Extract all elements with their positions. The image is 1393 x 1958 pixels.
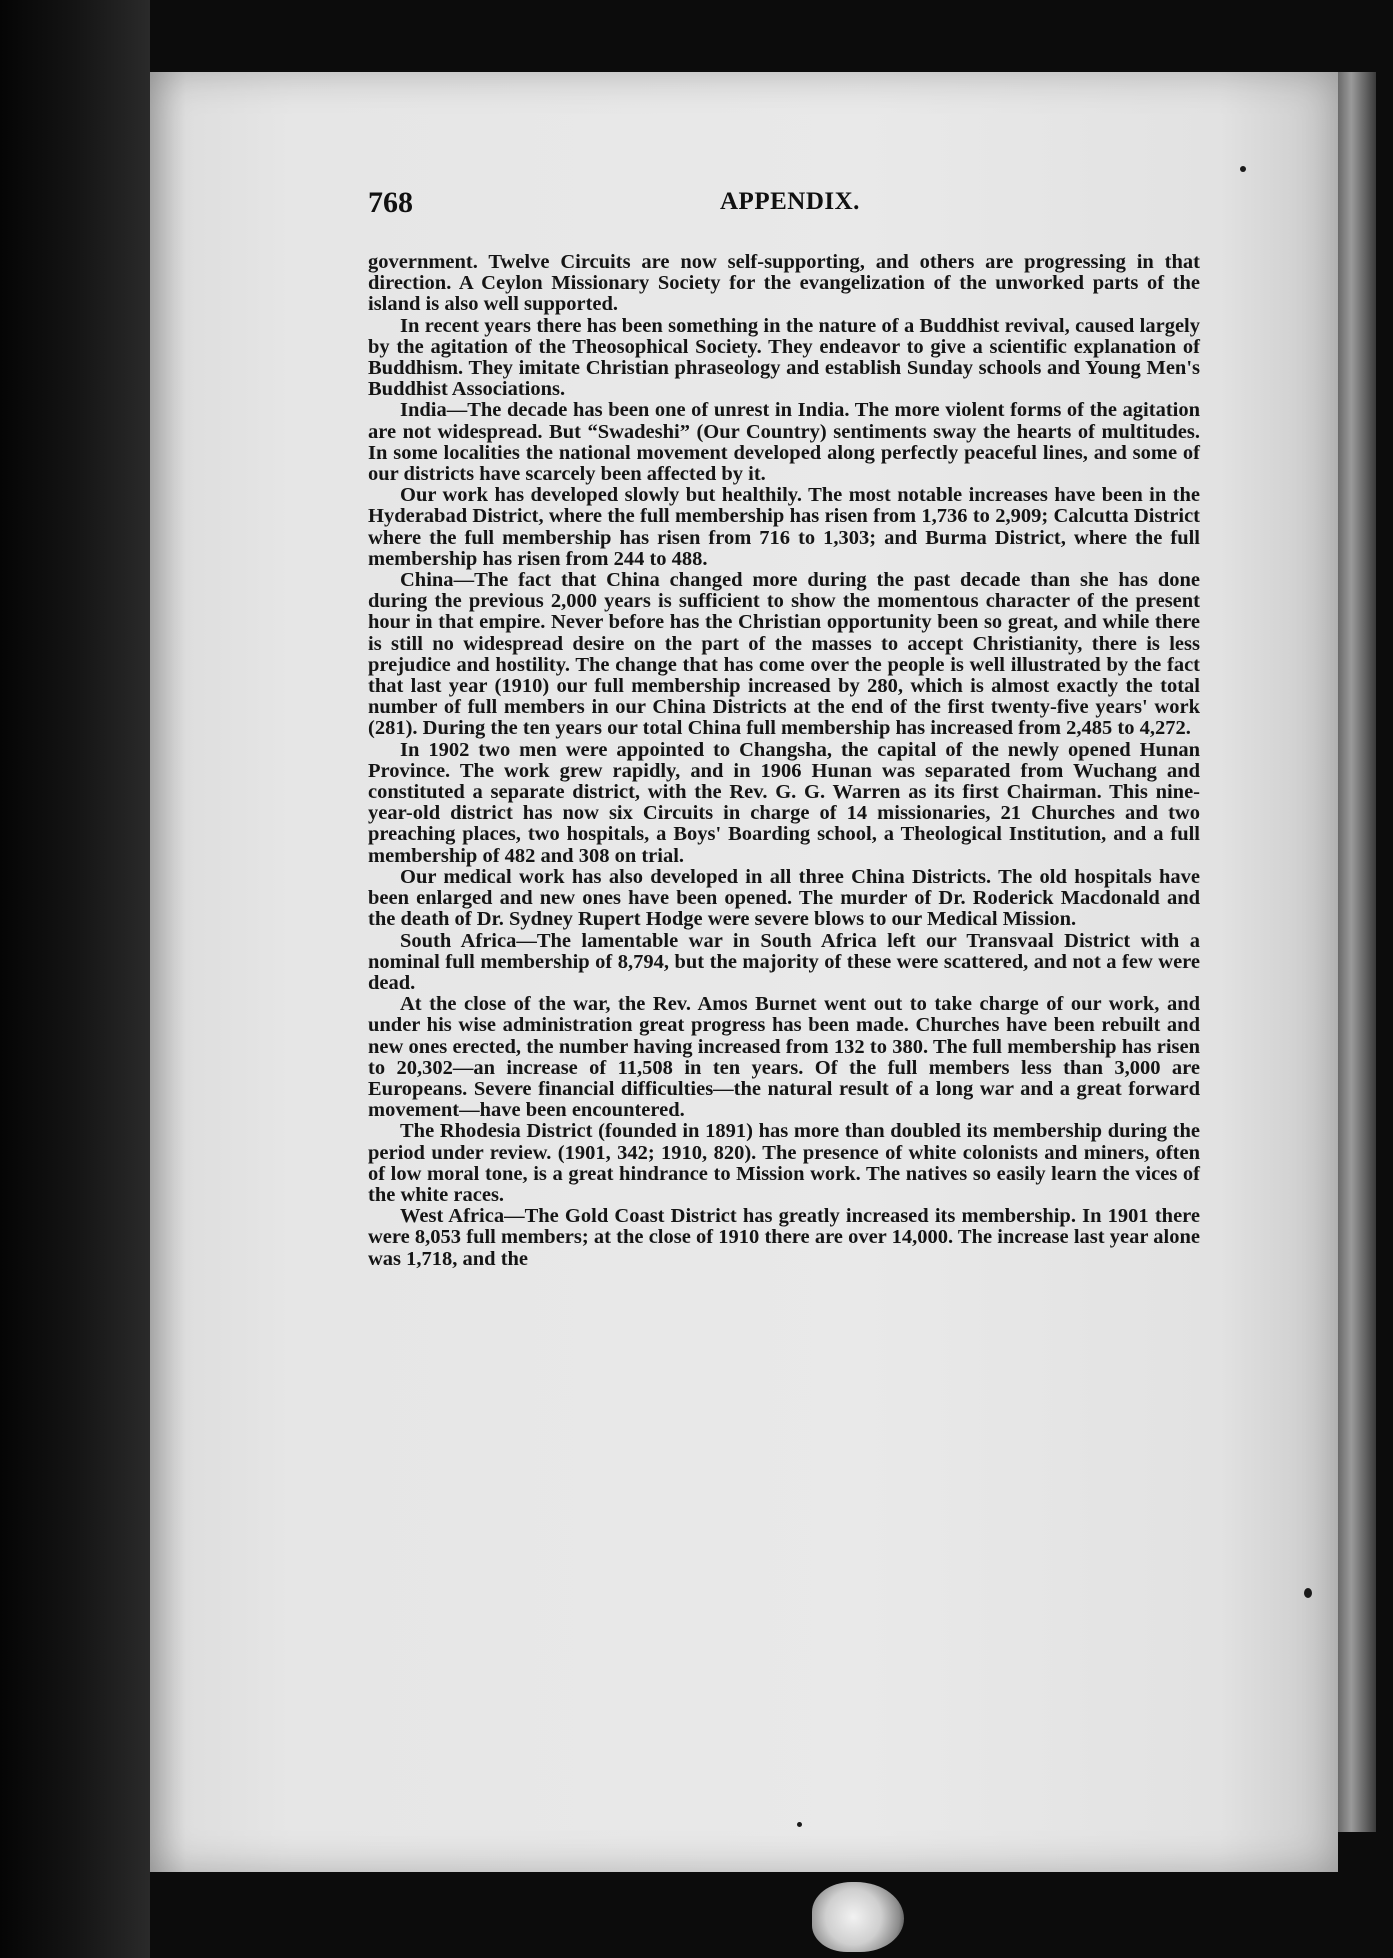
running-head: APPENDIX. — [720, 188, 860, 215]
page-number: 768 — [368, 186, 413, 219]
paragraph-text: At the close of the war, the Rev. Amos Burnet went out to take charge of our work, and under his wise administration great progress has been made. Churches have been rebuilt and new ones erected, the number having increased from 132 to 380. The full membership has risen to 20,302—an increase of 11,508 in ten years. Of the full members less than 3,000 are Europeans. Severe financial difficulties—the natural result of a long war and a great forward movement—have been encountered. — [368, 993, 1200, 1122]
speck-mark — [1304, 1588, 1312, 1598]
paragraph-text: —The decade has been one of unrest in India. The more violent forms of the agitation are not widespread. But “Swadeshi” (Our Country) sentiments sway the hearts of multitudes. In some localities the national movement developed along perfectly peaceful lines, and some of our districts have scarcely been affected by it. — [368, 399, 1200, 486]
paragraph — [368, 1121, 1200, 1206]
page-edge — [1338, 72, 1376, 1832]
paragraph-text: —The lamentable war in South Africa left our Transvaal District with a nominal full membership of 8,794, but the majority of these were scattered, and not a few were dead. — [368, 929, 1200, 994]
section-lead: China — [400, 569, 454, 592]
paragraph-text: The Rhodesia District (founded in 1891) has more than doubled its membership during the period under review. (1901, 342; 1910, 820). The presence of white colonists and miners, often of low moral tone, is a great hindrance to Mission work. The natives so easily learn the vices of the white races. — [368, 1120, 1200, 1206]
book-gutter-shadow — [0, 0, 150, 1958]
paragraph-text: —The fact that China changed more during the past decade than she has done during the previous 2,000 years is sufficient to show the momentous character of the present hour in that empire. Never before has the Christian opportunity been so great, and while there is still no widespread desire on the part of the masses to accept Christianity, there is less prejudice and hostility. The change that has come over the people is well illustrated by the fact that last year (1910) our full membership increased by 280, which is almost exactly the total number of full members in our China Districts at the end of the first twenty-five years' work (281). During the ten years our total China full membership has increased from 2,485 to 4,272. — [368, 569, 1200, 740]
page-header — [368, 186, 1188, 226]
library-stamp — [812, 1882, 904, 1952]
section-lead: South Africa — [400, 929, 517, 952]
paragraph — [368, 740, 1200, 867]
paragraph — [368, 485, 1200, 570]
speck-mark — [797, 1822, 802, 1827]
paragraph-text: —The Gold Coast District has greatly increased its membership. In 1901 there were 8,053 full members; at the close of 1910 there are over 14,000. The increase last year alone was 1,718, and the — [368, 1205, 1200, 1270]
paragraph — [368, 400, 1200, 485]
paragraph — [368, 570, 1200, 740]
body-text — [368, 252, 1200, 1270]
paragraph-text: In 1902 two men were appointed to Changsha, the capital of the newly opened Hunan Province. The work grew rapidly, and in 1906 Hunan was separated from Wuchang and constituted a separate district, with the Rev. G. G. Warren as its first Chairman. This nine-year-old district has now six Circuits in charge of 14 missionaries, 21 Churches and two preaching places, two hospitals, a Boys' Boarding school, a Theological Institution, and a full membership of 482 and 308 on trial. — [368, 738, 1200, 867]
speck-mark — [1240, 166, 1246, 172]
paragraph-text: In recent years there has been something in the nature of a Buddhist revival, caused largely by the agitation of the Theosophical Society. They endeavor to give a scientific explanation of Buddhism. They imitate Christian phraseology and establish Sunday schools and Young Men's Buddhist Associations. — [368, 314, 1200, 401]
section-lead: India — [400, 399, 447, 422]
paragraph — [368, 316, 1200, 401]
section-lead: West Africa — [400, 1205, 505, 1228]
paragraph-text: Our medical work has also developed in all three China Districts. The old hospitals have been enlarged and new ones have been opened. The murder of Dr. Roderick Macdonald and the death of Dr. Sydney Rupert Hodge were severe blows to our Medical Mission. — [368, 865, 1200, 931]
paragraph-text: Our work has developed slowly but healthily. The most notable increases have been in the Hyderabad District, where the full membership has risen from 1,736 to 2,909; Calcutta District where the full membership has risen from 716 to 1,303; and Burma District, where the full membership has risen from 244 to 488. — [368, 484, 1200, 570]
paragraph — [368, 1206, 1200, 1270]
paragraph-text: government. Twelve Circuits are now self-supporting, and others are progressing in that direction. A Ceylon Missionary Society for the evangelization of the unworked parts of the island is also well supported. — [368, 251, 1200, 316]
paragraph — [368, 931, 1200, 995]
paragraph — [368, 867, 1200, 931]
paragraph — [368, 252, 1200, 316]
paragraph — [368, 994, 1200, 1121]
